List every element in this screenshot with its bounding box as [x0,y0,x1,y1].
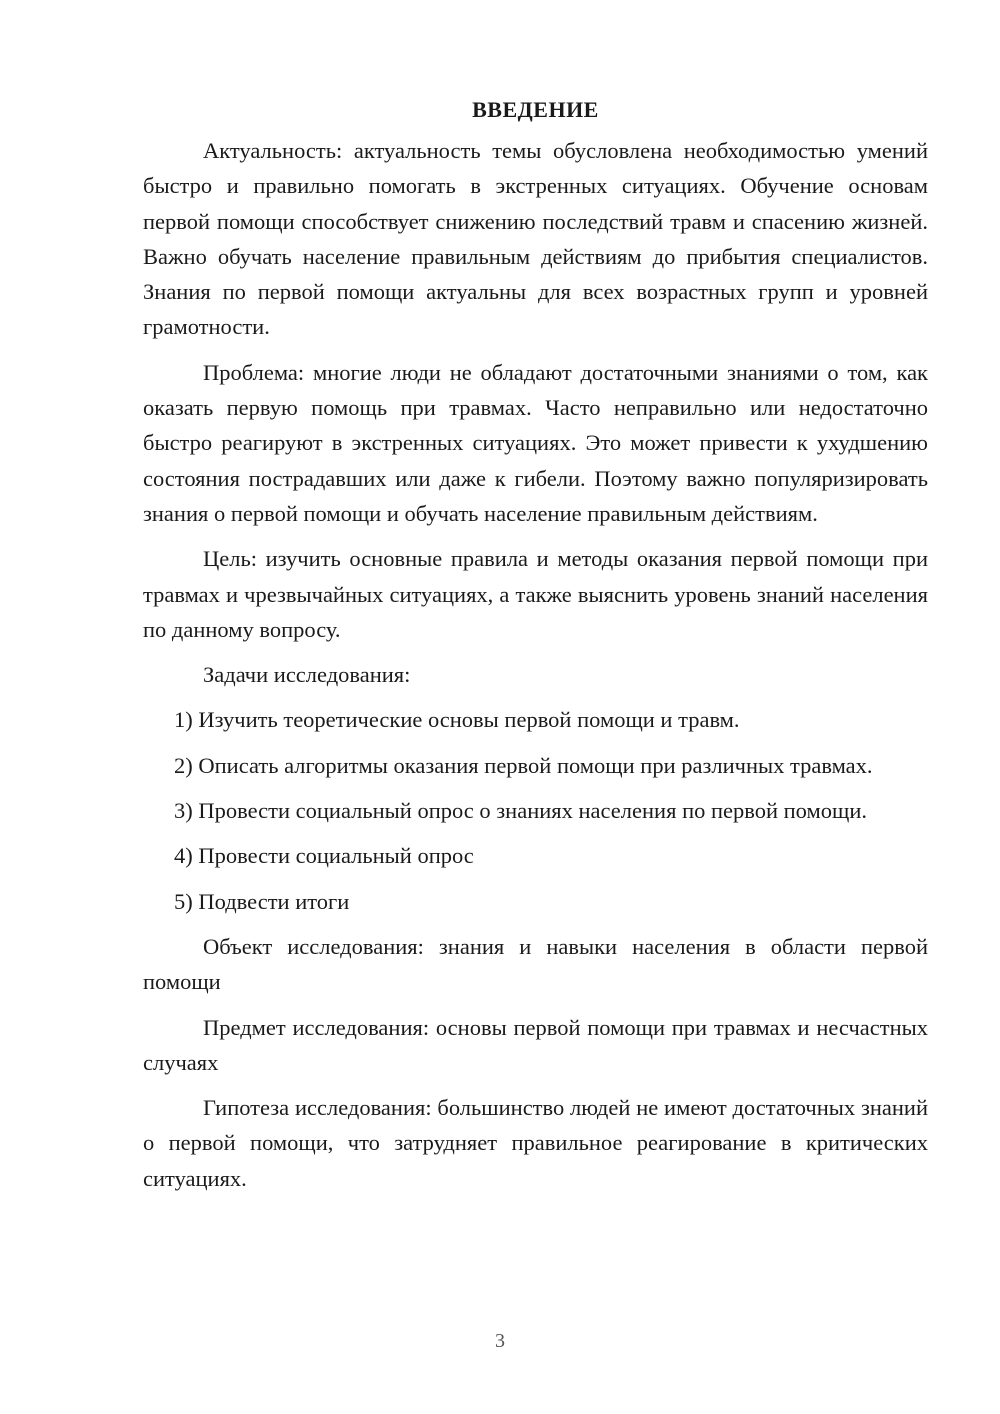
document-page [143,95,928,1206]
section-title: ВВЕДЕНИЕ [472,97,599,122]
task-item-2: 2) Описать алгоритмы оказания первой помощи при различных травмах. [174,752,873,778]
task-item-3: 3) Провести социальный опрос о знаниях населения по первой помощи. [174,798,867,824]
page-number: 3 [495,1330,505,1352]
paragraph-goal: Цель: изучить основные правила и методы оказания первой помощи при травмах и чрезвычайных ситуациях, а также выяснить уровень знаний населения по данному вопросу. [143,546,928,642]
paragraph-hypothesis: Гипотеза исследования: большинство людей не имеют достаточных знаний о первой помощи, что затрудняет правильное реагирование в критических ситуациях. [143,1095,928,1191]
paragraph-subject: Предмет исследования: основы первой помощи при травмах и несчастных случаях [143,1014,928,1075]
paragraph-object: Объект исследования: знания и навыки населения в области первой помощи [143,933,928,995]
task-item-5: 5) Подвести итоги [174,888,350,914]
task-item-1: 1) Изучить теоретические основы первой помощи и травм. [174,707,740,733]
paragraph-relevance: Актуальность: актуальность темы обусловлена необходимостью умений быстро и правильно помогать в экстренных ситуациях. Обучение основам первой помощи способствует снижению последствий травм и спасению жизней. Важно обучать население правильным действиям до прибытия специалистов. Знания по первой помощи актуальны для всех возрастных групп и уровней грамотности. [143,138,928,340]
tasks-heading: Задачи исследования: [203,662,411,688]
paragraph-problem: Проблема: многие люди не обладают достаточными знаниями о том, как оказать первую помощь при травмах. Часто неправильно или недостаточно быстро реагируют в экстренных ситуациях. Это может привести к ухудшению состояния пострадавших или даже к гибели. Поэтому важно популяризировать знания о первой помощи и обучать население правильным действиям. [143,359,928,526]
task-item-4: 4) Провести социальный опрос [174,843,474,869]
